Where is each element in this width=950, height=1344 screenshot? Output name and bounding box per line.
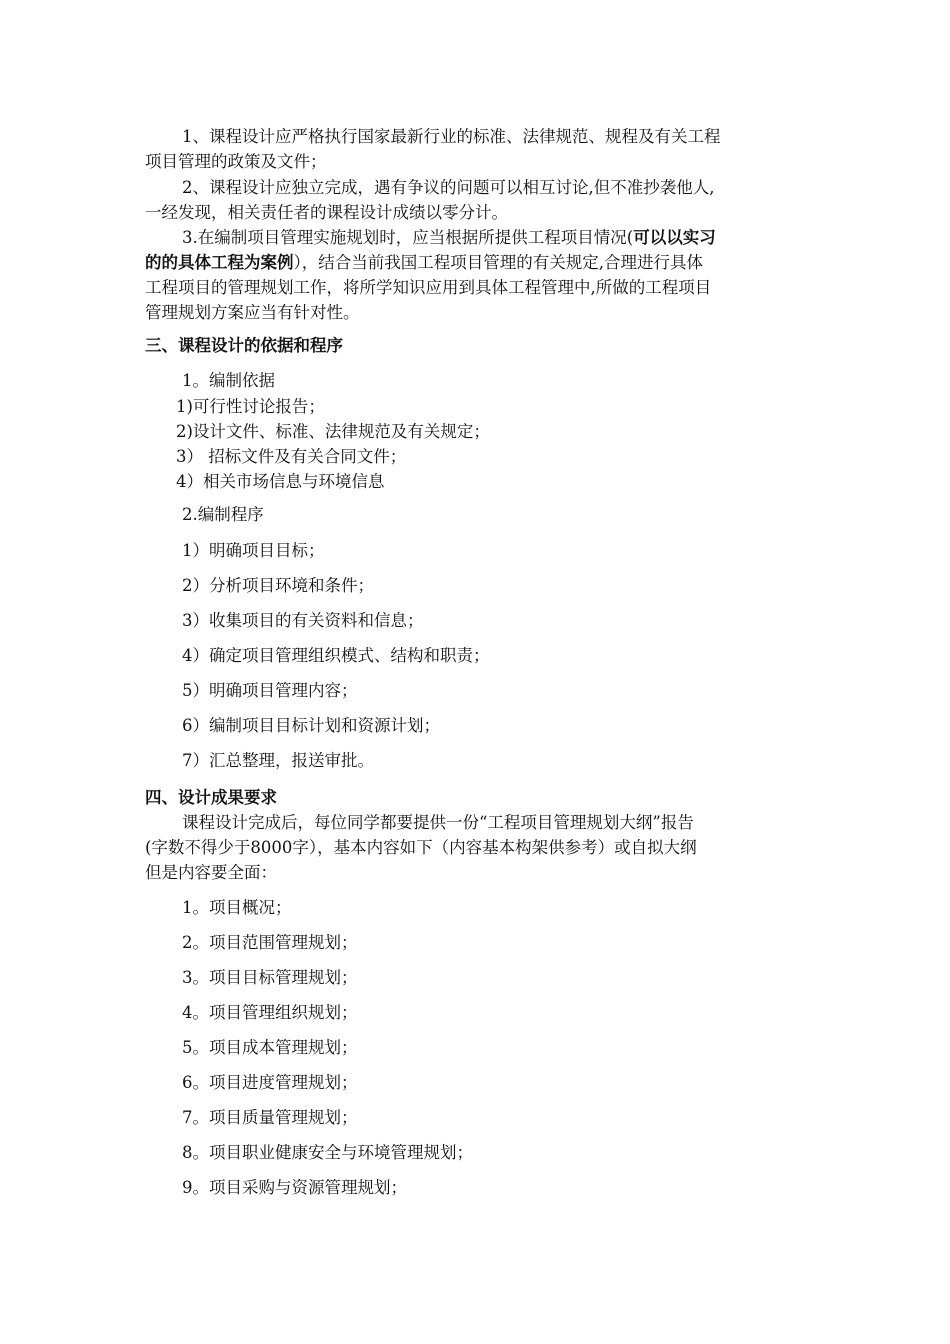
outline-item-9: 9。项目采购与资源管理规划； (182, 1178, 407, 1197)
basis-item-1: 1)可行性讨论报告； (176, 397, 325, 416)
intro-p3-line2-text: ），结合当前我国工程项目管理的有关规定,合理进行具体 (293, 253, 703, 272)
basis-item-2: 2)设计文件、标准、法律规范及有关规定； (176, 422, 490, 441)
procedure-item-7: 7）汇总整理，报送审批。 (182, 751, 374, 770)
intro-p3-line1-text: 3.在编制项目管理实施规划时，应当根据所提供工程项目情况( (182, 228, 634, 247)
intro-p3-line4: 管理规划方案应当有针对性。 (145, 303, 360, 322)
procedure-item-6: 6）编制项目目标计划和资源计划； (182, 716, 440, 735)
outline-item-2: 2。项目范围管理规划； (182, 933, 358, 952)
section3-heading: 三、课程设计的依据和程序 (145, 336, 343, 355)
outline-item-5: 5。项目成本管理规划； (182, 1038, 358, 1057)
section4-intro-line3: 但是内容要全面： (145, 863, 277, 882)
outline-item-3: 3。项目目标管理规划； (182, 968, 358, 987)
outline-item-6: 6。项目进度管理规划； (182, 1073, 358, 1092)
basis-item-3: 3） 招标文件及有关合同文件； (176, 447, 407, 466)
section4-heading: 四、设计成果要求 (145, 788, 277, 807)
intro-p3-line2 (145, 252, 703, 274)
procedure-title: 2.编制程序 (182, 505, 264, 524)
intro-p3-emphasis-b: 的的具体工程为案例 (145, 253, 294, 272)
intro-p3-line1 (182, 227, 716, 249)
section4-intro-line2: (字数不得少于8000字），基本内容如下（内容基本构架供参考）或自拟大纲 (145, 838, 697, 857)
outline-item-1: 1。项目概况； (182, 898, 292, 917)
basis-item-4: 4）相关市场信息与环境信息 (176, 472, 385, 491)
intro-p2-line2: 一经发现，相关责任者的课程设计成绩以零分计。 (145, 203, 508, 222)
section4-intro-line1: 课程设计完成后，每位同学都要提供一份“工程项目管理规划大纲”报告 (182, 813, 694, 832)
procedure-item-5: 5）明确项目管理内容； (182, 681, 358, 700)
outline-item-7: 7。项目质量管理规划； (182, 1108, 358, 1127)
intro-p3-line3: 工程项目的管理规划工作，将所学知识应用到具体工程管理中,所做的工程项目 (145, 278, 712, 297)
outline-item-8: 8。项目职业健康安全与环境管理规划； (182, 1143, 473, 1162)
intro-p3-emphasis-a: 可以以实习 (633, 228, 716, 247)
procedure-item-2: 2）分析项目环境和条件； (182, 576, 374, 595)
procedure-item-3: 3）收集项目的有关资料和信息； (182, 611, 424, 630)
intro-p1-line2: 项目管理的政策及文件； (145, 152, 327, 171)
intro-p2-line1: 2、课程设计应独立完成，遇有争议的问题可以相互讨论,但不准抄袭他人, (182, 178, 715, 197)
basis-title: 1。编制依据 (182, 371, 275, 390)
intro-p1-line1: 1、课程设计应严格执行国家最新行业的标准、法律规范、规程及有关工程 (182, 127, 721, 146)
procedure-item-4: 4）确定项目管理组织模式、结构和职责； (182, 646, 490, 665)
outline-item-4: 4。项目管理组织规划； (182, 1003, 358, 1022)
procedure-item-1: 1）明确项目目标； (182, 541, 325, 560)
